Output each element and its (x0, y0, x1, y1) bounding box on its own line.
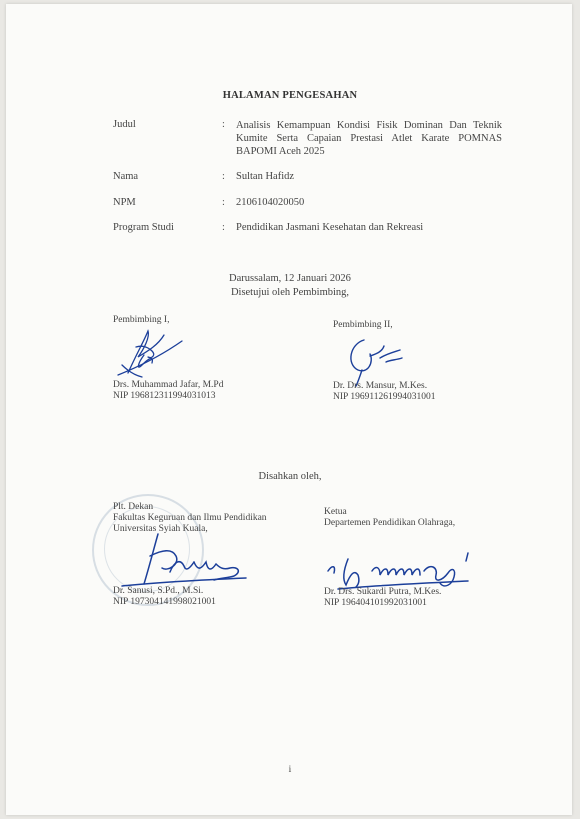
dean-university: Universitas Syiah Kuala, (113, 524, 208, 534)
advisor2-signature (340, 332, 410, 388)
head-nip: NIP 196404101992031001 (324, 598, 427, 608)
field-label-judul: Judul (113, 119, 136, 130)
dean-name: Dr. Sanusi, S.Pd., M.Si. (113, 586, 204, 596)
head-name: Dr. Drs. Sukardi Putra, M.Kes. (324, 587, 442, 597)
field-label-npm: NPM (113, 197, 136, 208)
place-date: Darussalam, 12 Januari 2026 (229, 273, 351, 284)
field-value-nama: Sultan Hafidz (236, 171, 295, 182)
field-value-judul: Analisis Kemampuan Kondisi Fisik Dominan Dan Teknik Kumite Serta Capaian Prestasi Atlet Karate POMNAS BAPOMI Aceh 2025 (236, 120, 502, 157)
advisor1-signature (108, 325, 188, 383)
dean-faculty: Fakultas Keguruan dan Ilmu Pendidikan (113, 513, 267, 523)
dean-role: Plt. Dekan (113, 502, 154, 512)
advisor1-role: Pembimbing I, (113, 315, 170, 325)
ratification-heading: Disahkan oleh, (258, 471, 322, 482)
head-role: Ketua (324, 507, 347, 517)
field-label-nama: Nama (113, 171, 139, 182)
page-number: i (288, 765, 292, 775)
advisor2-nip: NIP 196911261994031001 (333, 392, 436, 402)
advisor2-name: Dr. Drs. Mansur, M.Kes. (333, 381, 428, 391)
dean-signature (110, 528, 260, 592)
page-title: HALAMAN PENGESAHAN (222, 90, 358, 101)
field-colon: : (222, 119, 225, 130)
field-colon: : (222, 171, 225, 182)
field-value-program-studi: Pendidikan Jasmani Kesehatan dan Rekreasi (236, 222, 424, 233)
advisor2-role: Pembimbing II, (333, 320, 393, 330)
approval-heading: Disetujui oleh Pembimbing, (230, 287, 350, 298)
field-label-program-studi: Program Studi (113, 222, 174, 233)
advisor1-name: Drs. Muhammad Jafar, M.Pd (113, 380, 224, 390)
dean-nip: NIP 197304141998021001 (113, 597, 216, 607)
field-colon: : (222, 197, 225, 208)
field-colon: : (222, 222, 225, 233)
field-value-npm: 2106104020050 (236, 197, 305, 208)
head-department: Departemen Pendidikan Olahraga, (324, 518, 456, 528)
advisor1-nip: NIP 196812311994031013 (113, 391, 216, 401)
